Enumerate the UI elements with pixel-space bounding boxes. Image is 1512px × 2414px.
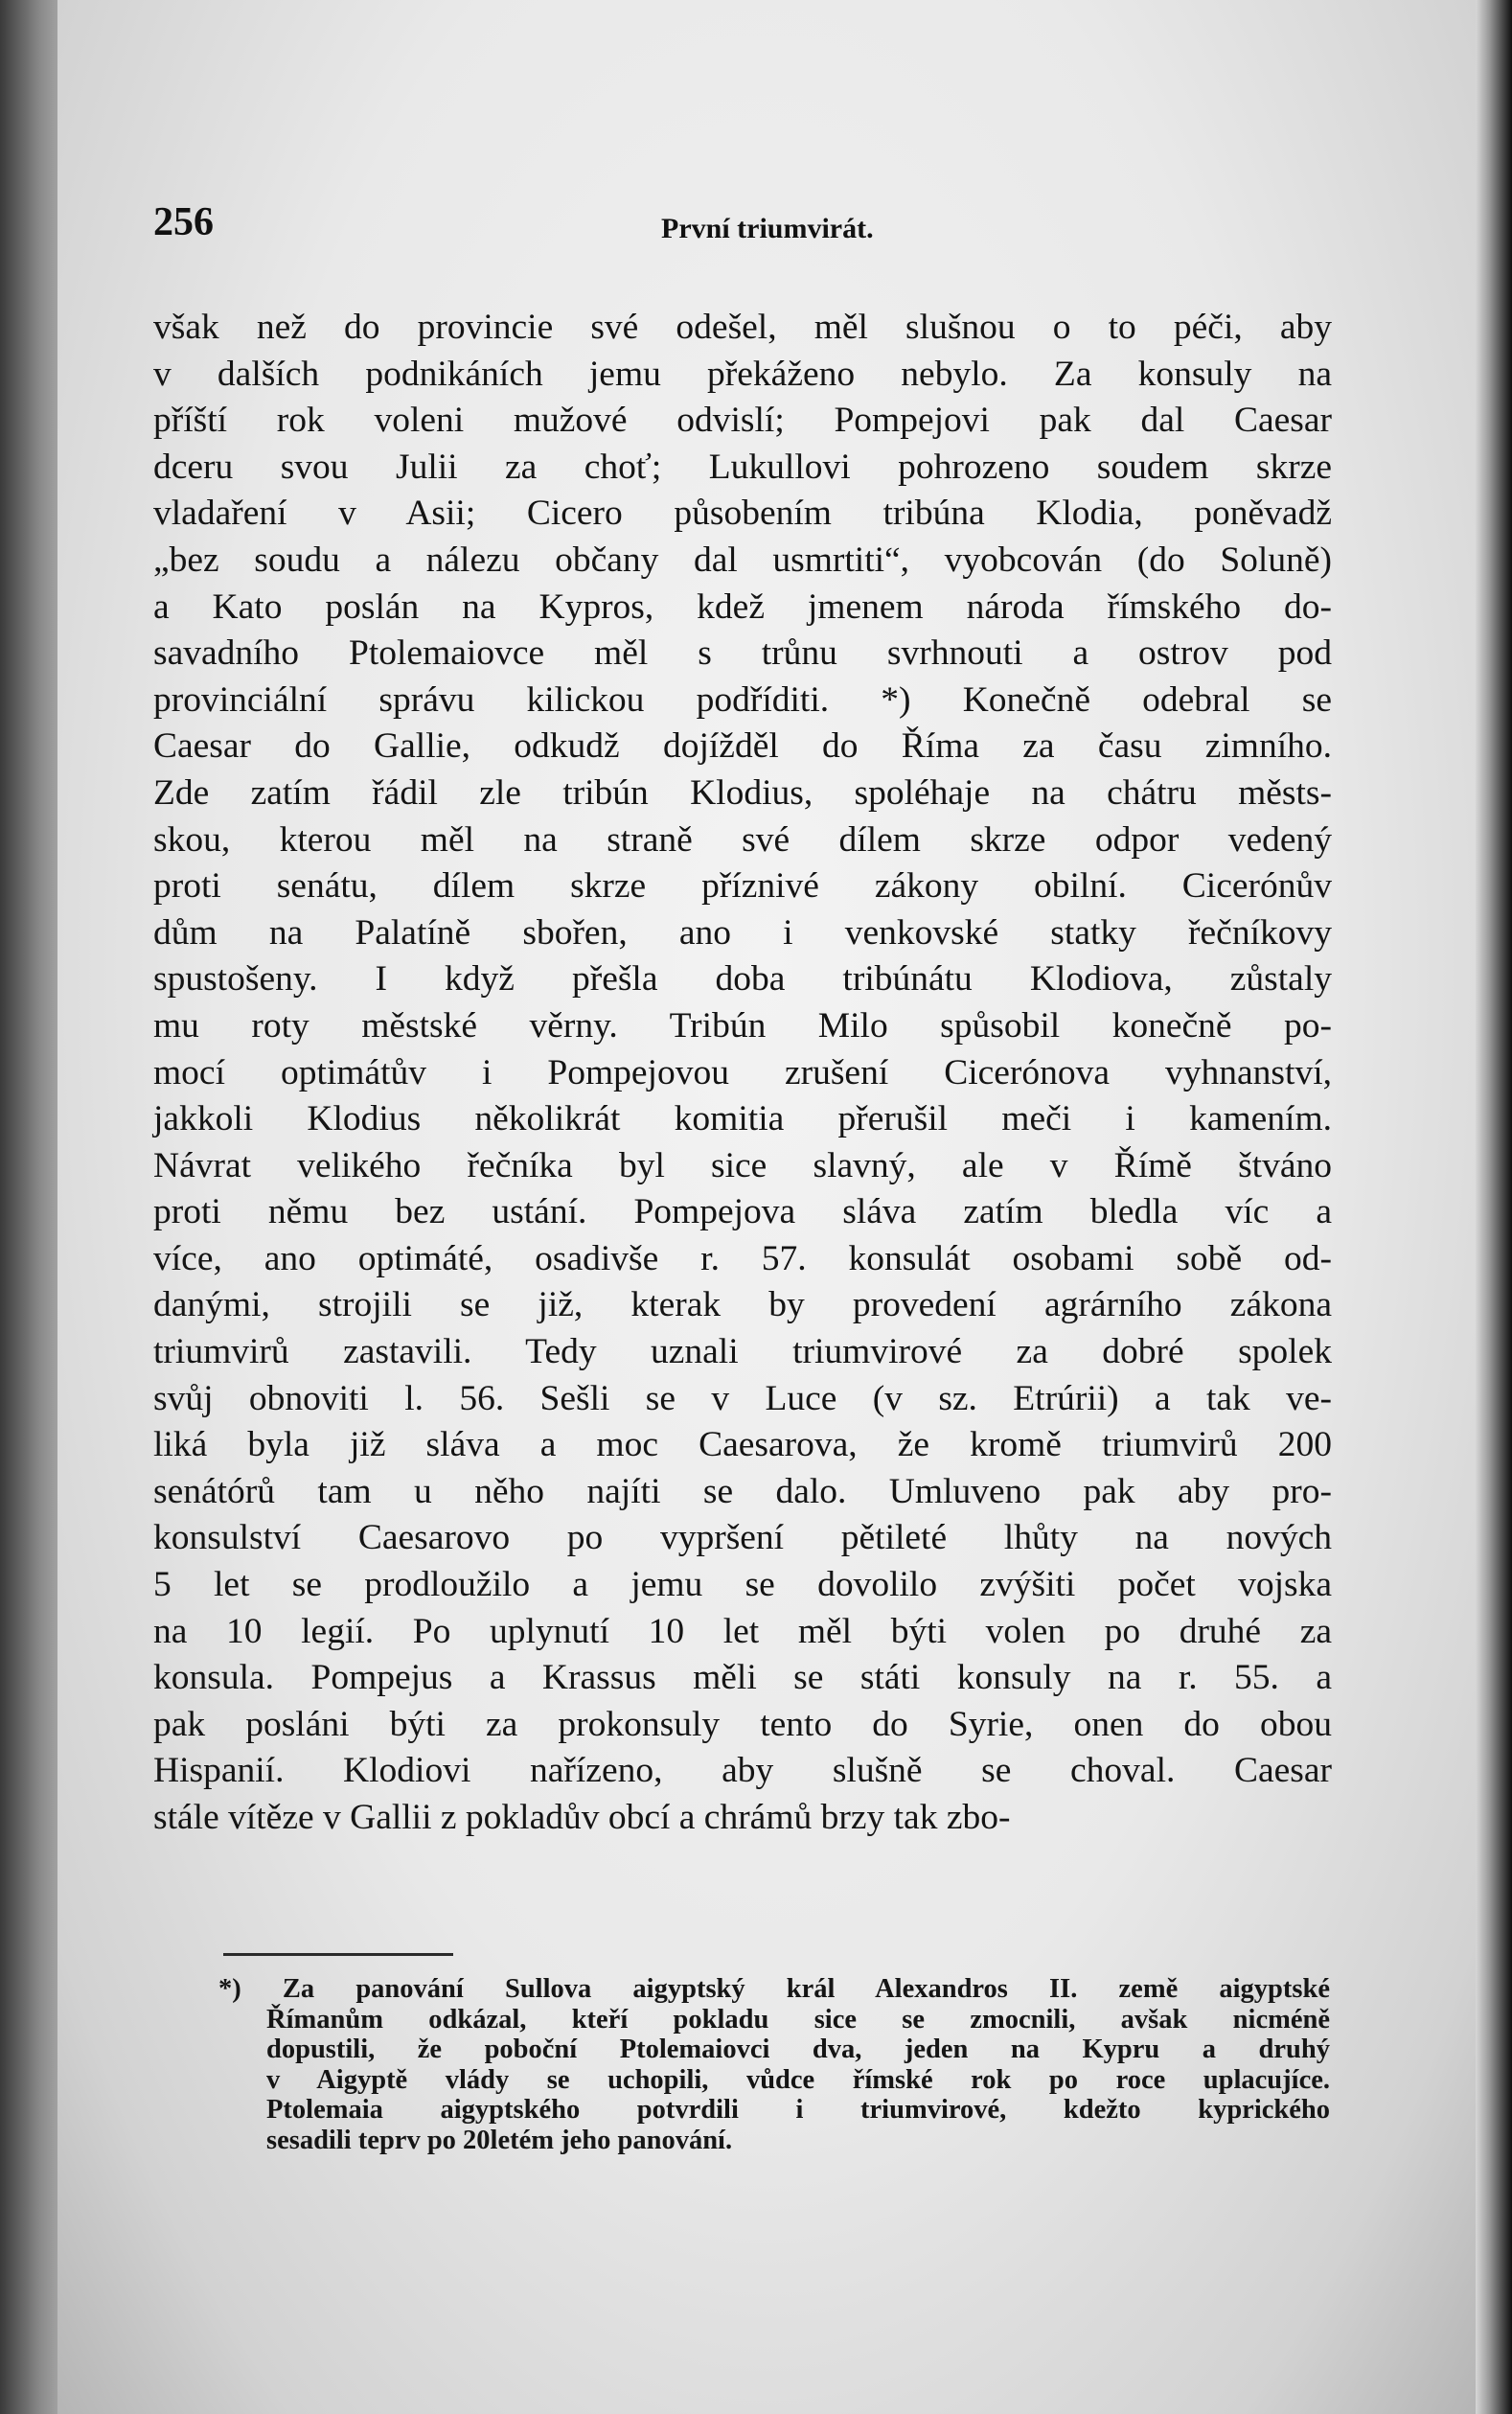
text-line: dceru svou Julii za choť; Lukullovi pohrozeno soudem skrze: [153, 447, 1332, 487]
text-line: Návrat velikého řečníka byl sice slavný, ale v Římě štváno: [153, 1145, 1332, 1185]
text-line: senátórů tam u něho najíti se dalo. Umluveno pak aby pro-: [153, 1471, 1332, 1511]
text-line: proti němu bez ustání. Pompejova sláva zatím bledla víc a: [153, 1192, 1332, 1232]
text-line: pak posláni býti za prokonsuly tento do Syrie, onen do obou: [153, 1704, 1332, 1744]
text-line: triumvirů zastavili. Tedy uznali triumvirové za dobré spolek: [153, 1332, 1332, 1372]
text-line: proti senátu, dílem skrze příznivé zákony obilní. Cicerónův: [153, 866, 1332, 907]
running-title: První triumvirát.: [661, 213, 874, 244]
text-line: provinciální správu kilickou podříditi. *) Konečně odebral se: [153, 679, 1332, 720]
text-line: příští rok voleni mužové odvislí; Pompejovi pak dal Caesar: [153, 401, 1332, 441]
text-line: Hispanií. Klodiovi nařízeno, aby slušně se choval. Caesar: [153, 1751, 1332, 1791]
text-line: konsulství Caesarovo po vypršení pětileté lhůty na nových: [153, 1518, 1332, 1558]
text-line: Caesar do Gallie, odkudž dojížděl do Říma za času zimního.: [153, 726, 1332, 767]
text-line: skou, kterou měl na straně své dílem skrze odpor vedený: [153, 819, 1332, 860]
text-line: dům na Palatíně sbořen, ano i venkovské statky řečníkovy: [153, 912, 1332, 953]
footnote-line: sesadili teprv po 20letém jeho panování.: [266, 2125, 733, 2155]
text-line: stále vítěze v Gallii z pokladův obcí a chrámů brzy tak zbo-: [153, 1798, 1011, 1837]
footnote: [218, 1974, 1330, 2155]
text-line: liká byla již sláva a moc Caesarova, že kromě triumvirů 200: [153, 1425, 1332, 1465]
footnote-line: *) Za panování Sullova aigyptský král Alexandros II. země aigyptské: [218, 1974, 1330, 2004]
page-header: [153, 199, 920, 257]
text-line: svůj obnoviti l. 56. Sešli se v Luce (v sz. Etrúrii) a tak ve-: [153, 1378, 1332, 1418]
footnote-line: Římanům odkázal, kteří pokladu sice se zmocnili, avšak nicméně: [266, 2004, 1330, 2035]
text-line: více, ano optimáté, osadivše r. 57. konsulát osobami sobě od-: [153, 1238, 1332, 1278]
text-line: „bez soudu a nálezu občany dal usmrtiti“, vyobcován (do Soluně): [153, 540, 1332, 580]
text-line: a Kato poslán na Kypros, kdež jmenem národa římského do-: [153, 586, 1332, 627]
text-line: na 10 legií. Po uplynutí 10 let měl býti volen po druhé za: [153, 1611, 1332, 1651]
text-line: Zde zatím řádil zle tribún Klodius, spoléhaje na chátru městs-: [153, 772, 1332, 813]
text-line: jakkoli Klodius několikrát komitia přerušil meči i kamením.: [153, 1099, 1332, 1139]
main-text: [153, 305, 1332, 1842]
footnote-line: Ptolemaia aigyptského potvrdili i triumvirové, kdežto kyprického: [266, 2095, 1330, 2125]
footnote-line: v Aigyptě vlády se uchopili, vůdce římské rok po roce uplacujíce.: [266, 2064, 1330, 2095]
text-line: konsula. Pompejus a Krassus měli se státi konsuly na r. 55. a: [153, 1658, 1332, 1698]
text-line: danými, strojili se již, kterak by provedení agrárního zákona: [153, 1285, 1332, 1325]
text-line: mocí optimátův i Pompejovou zrušení Cicerónova vyhnanství,: [153, 1052, 1332, 1092]
text-line: 5 let se prodloužilo a jemu se dovolilo zvýšiti počet vojska: [153, 1565, 1332, 1605]
text-line: savadního Ptolemaiovce měl s trůnu svrhnouti a ostrov pod: [153, 633, 1332, 674]
footnote-separator: [223, 1953, 453, 1956]
text-line: spustošeny. I když přešla doba tribúnátu Klodiova, zůstaly: [153, 959, 1332, 1000]
page-number: 256: [153, 200, 214, 244]
scan-shadow-right: [1474, 0, 1512, 2414]
text-line: však než do provincie své odešel, měl slušnou o to péči, aby: [153, 308, 1332, 347]
text-line: mu roty městské věrny. Tribún Milo spůsobil konečně po-: [153, 1005, 1332, 1046]
footnote-line: dopustili, že poboční Ptolemaiovci dva, jeden na Kypru a druhý: [266, 2035, 1330, 2064]
text-line: vladaření v Asii; Cicero působením tribúna Klodia, poněvadž: [153, 494, 1332, 534]
text-line: v dalších podnikáních jemu překáženo nebylo. Za konsuly na: [153, 354, 1332, 394]
